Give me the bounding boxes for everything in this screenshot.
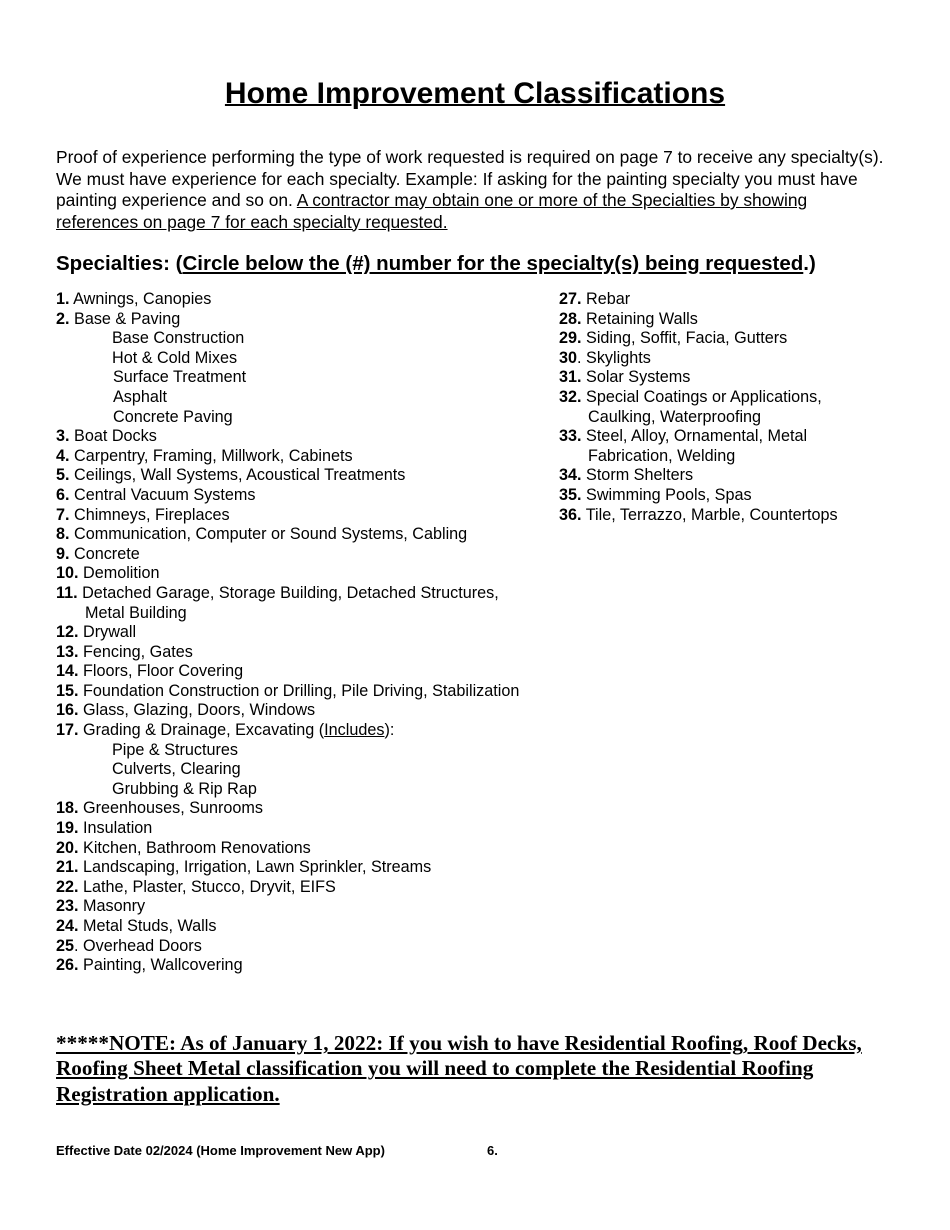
specialty-number: 12.	[56, 623, 79, 642]
specialty-label: Lathe, Plaster, Stucco, Dryvit, EIFS	[83, 877, 336, 896]
specialty-label: Skylights	[586, 348, 651, 367]
specialty-label: Metal Studs, Walls	[83, 917, 217, 935]
specialty-label: Central Vacuum Systems	[74, 485, 256, 504]
specialties-heading-suffix: .)	[803, 252, 816, 275]
specialty-number: 34.	[559, 466, 582, 485]
specialty-item-11	[56, 584, 556, 604]
specialty-number-dot: .	[74, 936, 79, 955]
specialty-item-15	[56, 682, 556, 702]
specialty-label: Insulation	[83, 819, 153, 838]
specialty-item-1	[56, 290, 556, 310]
specialty-number: 4.	[56, 446, 70, 465]
specialty-number: 2.	[56, 309, 70, 328]
specialty-item-17	[56, 721, 556, 741]
specialty-item-2	[56, 310, 556, 330]
specialty-number: 28.	[559, 309, 582, 328]
specialty-number: 9.	[56, 544, 70, 563]
specialty-number: 16.	[56, 701, 79, 720]
specialty-label-end: ):	[384, 721, 395, 740]
specialty-label: Chimneys, Fireplaces	[74, 505, 230, 524]
specialty-number: 5.	[56, 466, 70, 485]
specialty-item-18	[56, 799, 556, 819]
specialty-label: Concrete	[74, 544, 140, 563]
specialty-label: Communication, Computer or Sound Systems, Cabling	[74, 525, 468, 544]
specialty-number: 23.	[56, 897, 79, 916]
specialty-item-32	[559, 388, 919, 408]
specialty-number: 7.	[56, 505, 70, 524]
specialty-label: Steel, Alloy, Ornamental, Metal	[586, 427, 808, 446]
specialty-label: Retaining Walls	[586, 309, 698, 328]
specialty-number: 32.	[559, 387, 582, 406]
specialty-label: Floors, Floor Covering	[83, 662, 244, 681]
specialty-label: Base & Paving	[74, 309, 181, 328]
specialty-number: 25	[56, 936, 75, 955]
specialty-number: 36.	[559, 505, 582, 524]
specialty-label: Glass, Glazing, Doors, Windows	[83, 701, 316, 720]
specialty-subitem: Concrete Paving	[113, 407, 233, 426]
specialty-label-continuation: Caulking, Waterproofing	[588, 407, 762, 426]
page-title: Home Improvement Classifications	[224, 77, 726, 110]
specialty-item-25	[56, 937, 556, 957]
page-number: 6.	[487, 1143, 498, 1158]
specialty-number-dot: .	[577, 348, 582, 367]
specialty-label: Tile, Terrazzo, Marble, Countertops	[585, 505, 838, 524]
specialty-subitem: Surface Treatment	[113, 368, 247, 387]
specialty-item-3	[56, 427, 556, 447]
specialty-item-31	[559, 368, 919, 388]
specialty-number: 11.	[56, 583, 78, 602]
specialty-item-21	[56, 858, 556, 878]
specialties-heading-instruction: Circle below the (#) number for the specialty(s) being requested	[182, 252, 804, 275]
specialty-number: 29.	[559, 329, 582, 348]
specialty-label-continuation: Metal Building	[85, 603, 187, 622]
specialties-heading-prefix: Specialties: (	[56, 252, 183, 275]
specialty-item-28	[559, 310, 919, 330]
specialty-label: Carpentry, Framing, Millwork, Cabinets	[74, 446, 353, 465]
specialty-item-7	[56, 506, 556, 526]
specialty-item-24	[56, 917, 556, 937]
specialty-label: Swimming Pools, Spas	[586, 485, 752, 504]
specialty-number: 27.	[559, 290, 582, 308]
specialty-label: Storm Shelters	[586, 466, 694, 485]
page-footer	[56, 1143, 498, 1158]
specialty-number: 30	[559, 348, 578, 367]
effective-date-text: Effective Date 02/2024 (Home Improvement New App)	[56, 1143, 385, 1158]
specialty-label-includes: Includes	[324, 721, 385, 740]
specialty-subitem: Asphalt	[113, 387, 167, 406]
specialty-label: Rebar	[586, 290, 631, 308]
specialty-label: Demolition	[83, 564, 160, 583]
specialty-number: 17.	[56, 721, 79, 740]
specialty-label: Kitchen, Bathroom Renovations	[83, 838, 311, 857]
specialty-item-30	[559, 349, 919, 369]
specialty-number: 31.	[559, 368, 582, 387]
specialty-item-23	[56, 897, 556, 917]
intro-underlined-text: A contractor may obtain one or more of the Specialties by showing references on page 7 for each specialty requested.	[56, 190, 808, 232]
specialty-label: Foundation Construction or Drilling, Pile Driving, Stabilization	[83, 681, 520, 700]
specialty-number: 33.	[559, 427, 582, 446]
specialty-number: 35.	[559, 485, 582, 504]
specialty-subitem: Hot & Cold Mixes	[112, 348, 238, 367]
specialty-item-8	[56, 525, 556, 545]
specialty-label: Greenhouses, Sunrooms	[83, 799, 263, 818]
specialty-number: 6.	[56, 485, 70, 504]
specialty-number: 18.	[56, 799, 79, 818]
specialty-item-29	[559, 329, 919, 349]
specialty-item-36	[559, 506, 919, 526]
specialty-item-6	[56, 486, 556, 506]
specialty-subitem: Pipe & Structures	[112, 740, 238, 759]
specialty-item-10	[56, 564, 556, 584]
intro-text: Proof of experience performing the type of work requested is required on page 7 to receive any specialty(s). We must have experience for each specialty. Example: If asking for the painting specialty you must have painting experience and so on.	[56, 147, 884, 210]
specialty-number: 22.	[56, 877, 79, 896]
specialty-number: 14.	[56, 662, 79, 681]
specialty-item-4	[56, 447, 556, 467]
specialty-item-26	[56, 956, 556, 976]
intro-paragraph	[56, 147, 886, 233]
specialty-item-33	[559, 427, 919, 447]
specialty-item-5	[56, 466, 556, 486]
specialties-list-right	[559, 290, 919, 525]
specialty-number: 24.	[56, 917, 79, 935]
specialty-label: Painting, Wallcovering	[83, 956, 243, 975]
specialty-item-19	[56, 819, 556, 839]
specialty-item-13	[56, 643, 556, 663]
specialty-number: 19.	[56, 819, 79, 838]
specialty-item-35	[559, 486, 919, 506]
specialty-subitem: Base Construction	[112, 329, 245, 348]
specialty-label: Boat Docks	[74, 427, 157, 446]
specialty-number: 13.	[56, 642, 79, 661]
specialty-label: Overhead Doors	[83, 936, 202, 955]
specialty-label: Fencing, Gates	[83, 642, 193, 661]
specialty-label: Masonry	[83, 897, 146, 916]
specialty-label-continuation: Fabrication, Welding	[588, 446, 736, 465]
specialty-subitem: Grubbing & Rip Rap	[112, 779, 257, 798]
specialty-item-20	[56, 839, 556, 859]
specialty-item-27	[559, 290, 919, 310]
specialty-item-22	[56, 878, 556, 898]
specialty-label: Grading & Drainage, Excavating (	[83, 721, 325, 740]
specialties-heading	[56, 251, 896, 277]
specialty-item-12	[56, 623, 556, 643]
specialties-list-left	[56, 290, 556, 976]
specialty-label: Special Coatings or Applications,	[586, 387, 822, 406]
specialty-label: Landscaping, Irrigation, Lawn Sprinkler, Streams	[83, 858, 432, 877]
specialty-number: 10.	[56, 564, 79, 583]
specialty-number: 3.	[56, 427, 70, 446]
specialty-number: 20.	[56, 838, 79, 857]
specialty-label: Ceilings, Wall Systems, Acoustical Treatments	[74, 466, 406, 485]
specialty-label: Awnings, Canopies	[73, 290, 212, 308]
specialty-number: 15.	[56, 681, 79, 700]
specialty-item-14	[56, 662, 556, 682]
roofing-note: *****NOTE: As of January 1, 2022: If you wish to have Residential Roofing, Roof Decks, Roofing Sheet Metal classification you will need to complete the Residential Roofing Registration application.	[56, 1031, 862, 1106]
specialty-item-16	[56, 701, 556, 721]
specialty-item-9	[56, 545, 556, 565]
specialty-label: Drywall	[83, 623, 137, 642]
specialty-number: 8.	[56, 525, 70, 544]
specialty-number: 26.	[56, 956, 79, 975]
specialty-label: Siding, Soffit, Facia, Gutters	[586, 329, 788, 348]
specialty-label: Detached Garage, Storage Building, Detached Structures,	[82, 583, 499, 602]
specialty-number: 21.	[56, 858, 79, 877]
specialty-label: Solar Systems	[586, 368, 691, 387]
specialty-item-34	[559, 466, 919, 486]
specialty-number: 1.	[56, 290, 70, 308]
specialty-subitem: Culverts, Clearing	[112, 760, 241, 779]
